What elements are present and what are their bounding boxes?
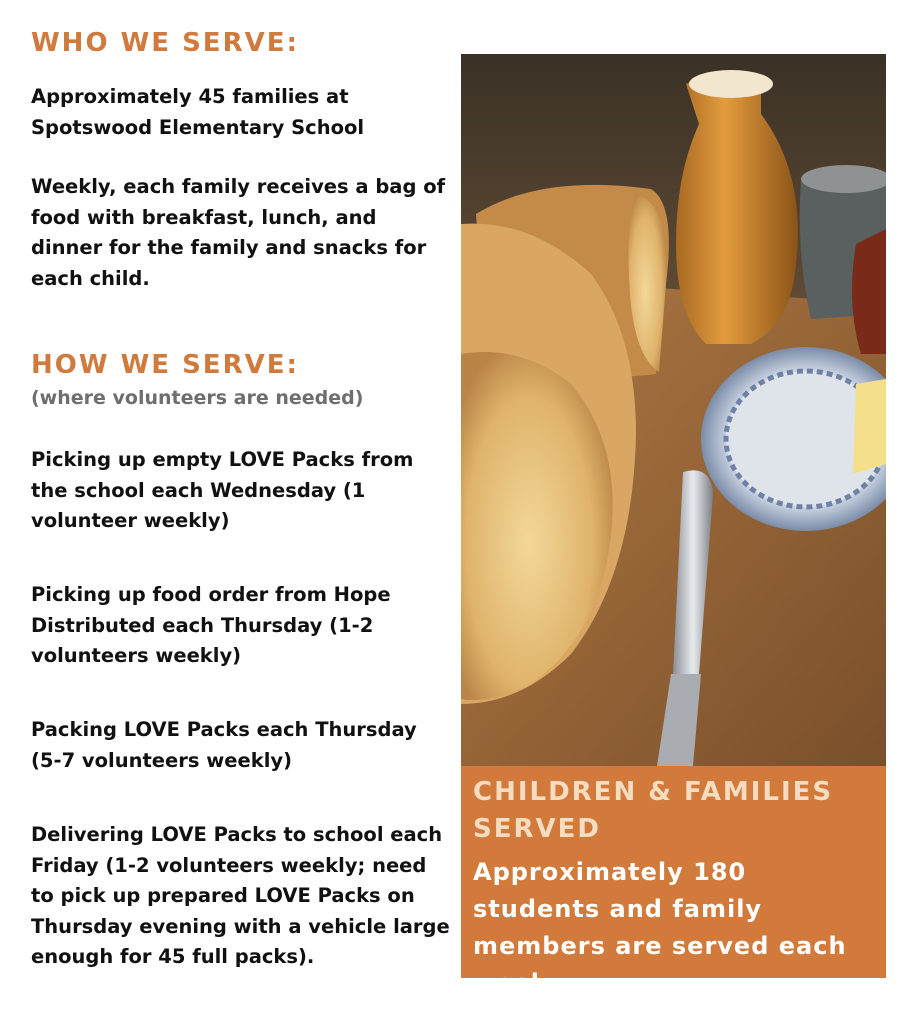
volunteer-task-pickup-empty: Picking up empty LOVE Packs from the school each Wednesday (1 volunteer weekly) <box>31 448 414 532</box>
who-paragraph-weekly: Weekly, each family receives a bag of food with breakfast, lunch, and dinner for the family and snacks for each child. <box>31 175 446 290</box>
volunteer-task-food-order: Picking up food order from Hope Distributed each Thursday (1-2 volunteers weekly) <box>31 583 391 667</box>
volunteer-task-packing: Packing LOVE Packs each Thursday (5-7 volunteers weekly) <box>31 718 417 772</box>
bread-and-butter-photo <box>461 54 886 766</box>
how-we-serve-subheading: (where volunteers are needed) <box>31 387 364 409</box>
who-paragraph-families: Approximately 45 families at Spotswood Elementary School <box>31 85 365 139</box>
who-we-serve-heading: WHO WE SERVE: <box>31 28 299 58</box>
callout-title: CHILDREN & FAMILIES SERVED <box>473 777 834 844</box>
volunteer-task-delivering: Delivering LOVE Packs to school each Friday (1-2 volunteers weekly; need to pick up prepared LOVE Packs on Thursday evening with a vehicle large enough for 45 full packs). <box>31 823 450 968</box>
how-we-serve-heading: HOW WE SERVE: <box>31 350 299 380</box>
callout-body: Approximately 180 students and family members are served each week. <box>473 858 847 997</box>
served-callout <box>461 766 886 997</box>
